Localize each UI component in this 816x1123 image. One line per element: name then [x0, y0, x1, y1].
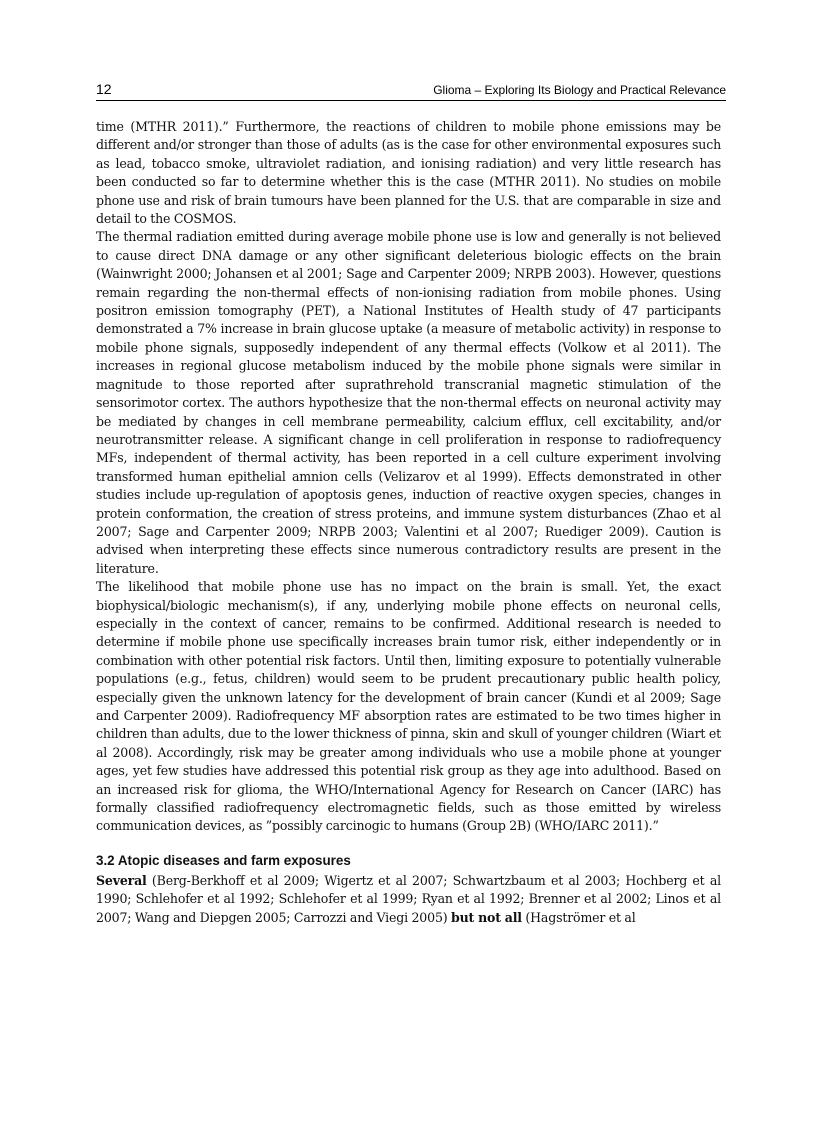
paragraph-2: The thermal radiation emitted during average mobile phone use is low and generally is not believed to cause direct DNA damage or any other significant deleterious biologic effects on the brain (Wainwright 2000; Johansen et al 2001; Sage and Carpenter 2009; NRPB 2003). However, questions remain regarding the non-thermal effects of non-ionising radiation from mobile phones. Using positron emission tomography (PET), a National Institutes of Health study of 47 participants demonstrated a 7% increase in brain glucose uptake (a measure of metabolic activity) in response to mobile phone signals, supposedly independent of any thermal effects (Volkow et al 2011). The increases in regional glucose metabolism induced by the mobile phone signals were similar in magnitude to those reported after suprathrehold transcranial magnetic stimulation of the sensorimotor cortex. The authors hypothesize that the non-thermal effects on neuronal activity may be mediated by changes in cell membrane permeability, calcium efflux, cell excitability, and/or neurotransmitter release. A significant change in cell proliferation in response to radiofrequency MFs, independent of thermal activity, has been reported in a cell culture experiment involving transformed human epithelial amnion cells (Velizarov et al 1999). Effects demonstrated in other studies include up-regulation of apoptosis genes, induction of reactive oxygen species, changes in protein conformation, the creation of stress proteins, and immune system disturbances (Zhao et al 2007; Sage and Carpenter 2009; NRPB 2003; Valentini et al 2007; Ruediger 2009). Caution is advised when interpreting these effects since numerous contradictory results are present in the literature. — [96, 229, 721, 576]
page-number: 12 — [96, 81, 112, 97]
running-title: Glioma – Exploring Its Biology and Practical Relevance — [433, 83, 726, 97]
citation-list: (Berg-Berkhoff et al 2009; Wigertz et al 2007; Schwartzbaum et al 2003; Hochberg et al 1990; Schlehofer et al 1992; Schlehofer et al 1999; Ryan et al 1992; Brenner et al 2002; Linos et al 2007; Wang and Diepgen 2005; Carrozzi and Viegi 2005) — [96, 872, 721, 925]
section-heading: 3.2 Atopic diseases and farm exposures — [96, 852, 351, 868]
bold-phrase: but not all — [451, 909, 522, 925]
section-paragraph — [96, 872, 721, 927]
paragraph-3: The likelihood that mobile phone use has no impact on the brain is small. Yet, the exact biophysical/biologic mechanism(s), if any, underlying mobile phone effects on neuronal cells, especially in the context of cancer, remains to be confirmed. Additional research is needed to determine if mobile phone use specifically increases brain tumor risk, either independently or in combination with other potential risk factors. Until then, limiting exposure to potentially vulnerable populations (e.g., fetus, children) would seem to be prudent precautionary public health policy, especially given the unknown latency for the development of brain cancer (Kundi et al 2009; Sage and Carpenter 2009). Radiofrequency MF absorption rates are estimated to be two times higher in children than adults, due to the lower thickness of pinna, skin and skull of younger children (Wiart et al 2008). Accordingly, risk may be greater among individuals who use a mobile phone at younger ages, yet few studies have addressed this potential risk group as they age into adulthood. Based on an increased risk for glioma, the WHO/International Agency for Research on Cancer (IARC) has formally classified radiofrequency electromagnetic fields, such as those emitted by wireless communication devices, as ”possibly carcinogic to humans (Group 2B) (WHO/IARC 2011).” — [96, 579, 721, 834]
bold-lead: Several — [96, 872, 147, 888]
page-header — [96, 80, 726, 101]
paragraph-tail: (Hagströmer et al — [521, 909, 636, 925]
body-text — [96, 118, 721, 927]
paragraph-1: time (MTHR 2011).” Furthermore, the reactions of children to mobile phone emissions may be different and/or stronger than those of adults (as is the case for other environmental exposures such as lead, tobacco smoke, ultraviolet radiation, and ionising radiation) and very little research has been conducted so far to determine whether this is the case (MTHR 2011). No studies on mobile phone use and risk of brain tumours have been planned for the U.S. that are comparable in size and detail to the COSMOS. — [96, 119, 721, 227]
